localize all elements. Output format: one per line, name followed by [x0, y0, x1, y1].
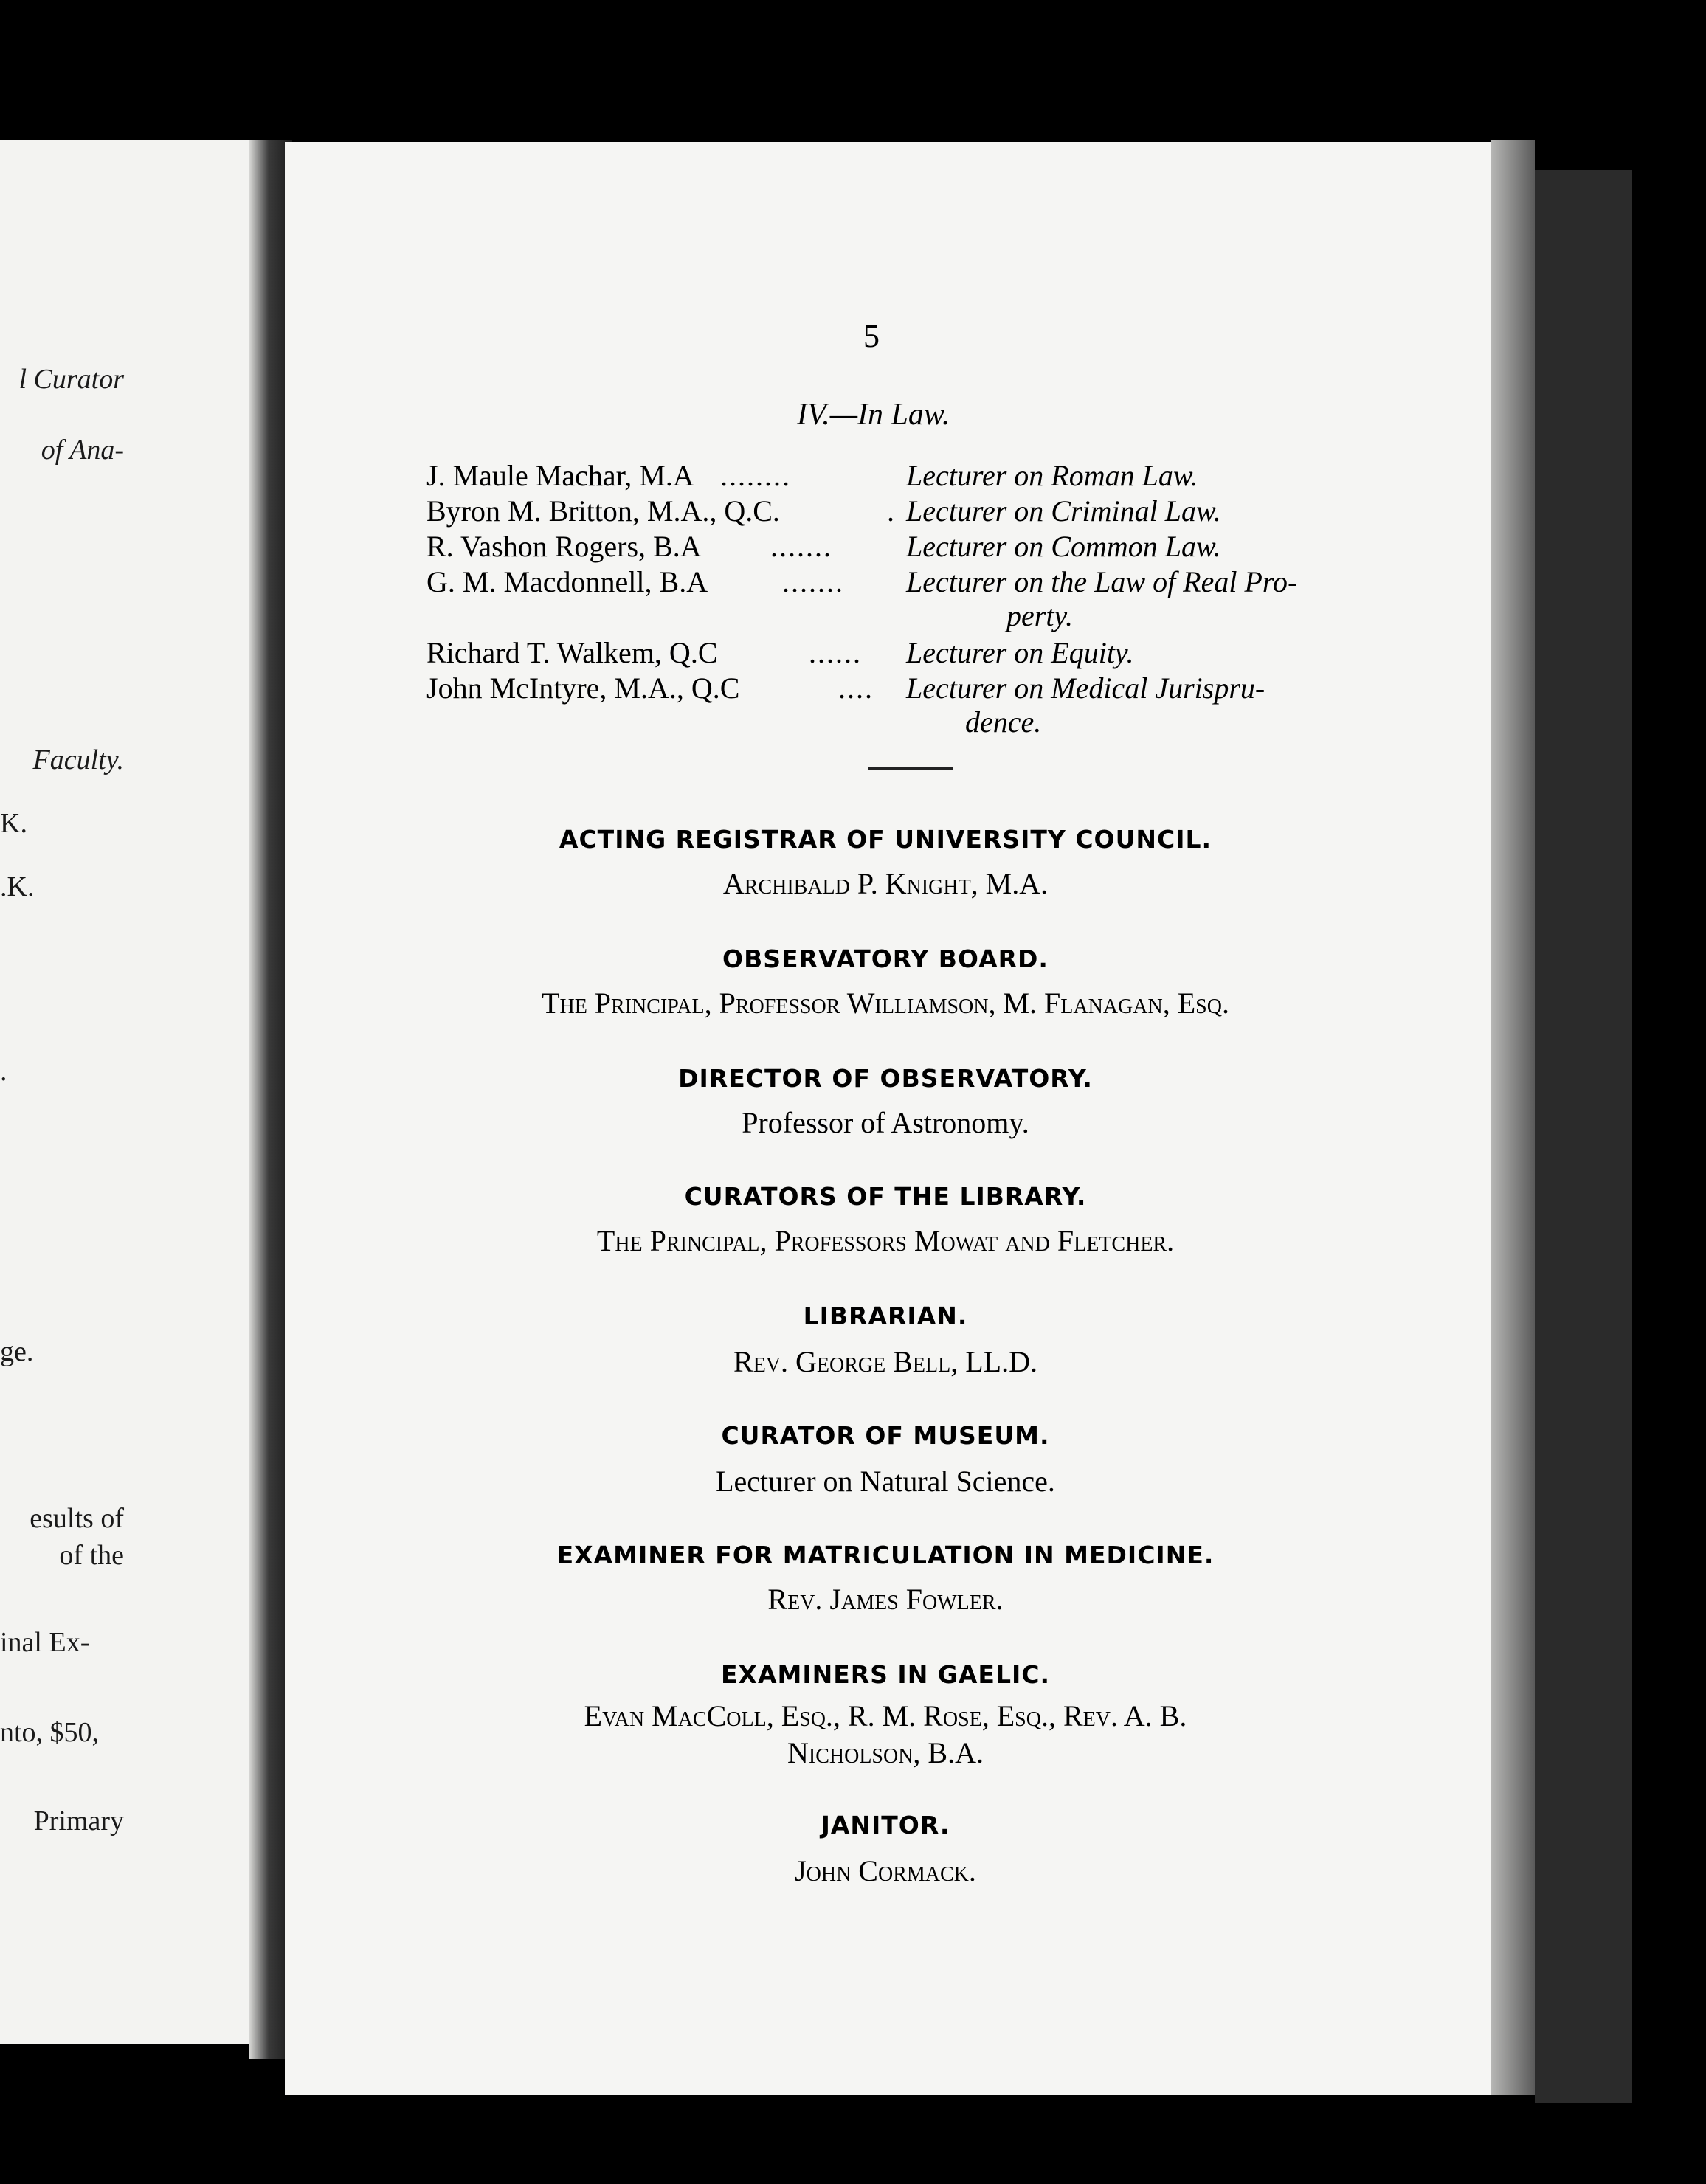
left-fragment: l Curator — [18, 364, 124, 395]
observatory-board-names: The Principal, Professor Williamson, M. Flanagan, Esq. — [542, 986, 1229, 1020]
lecturer-title: Lecturer on Roman Law. — [906, 459, 1198, 492]
lecturer-name: Richard T. Walkem, Q.C — [426, 636, 718, 669]
left-fragment: inal Ex- — [0, 1627, 90, 1658]
curators-of-library-heading: CURATORS OF THE LIBRARY. — [684, 1182, 1087, 1211]
left-fragment: Faculty. — [32, 744, 124, 775]
leader-dots: ....... — [782, 565, 844, 598]
observatory-board-heading: OBSERVATORY BOARD. — [722, 944, 1049, 973]
curators-of-library-names: The Principal, Professors Mowat and Fletcher. — [596, 1224, 1175, 1257]
leader-dots: ....... — [770, 530, 832, 563]
lecturer-row — [426, 459, 1386, 493]
leader-dots: ...... — [809, 636, 862, 669]
janitor-heading: JANITOR. — [821, 1811, 950, 1839]
lecturer-name: R. Vashon Rogers, B.A — [426, 530, 702, 563]
lecturer-title-continuation: perty. — [1006, 599, 1073, 632]
left-fragment: esults of — [30, 1503, 124, 1534]
left-fragment: nto, $50, — [0, 1717, 100, 1748]
lecturer-name: Byron M. Britton, M.A., Q.C. — [426, 494, 780, 528]
examiners-gaelic-names: Evan MacColl, Esq., R. M. Rose, Esq., Rev. A. B. — [584, 1699, 1187, 1732]
lecturer-row — [426, 636, 1386, 670]
section-heading: IV.—In Law. — [797, 398, 950, 432]
page-edge — [1491, 140, 1535, 2095]
janitor-name: John Cormack. — [795, 1854, 976, 1887]
lecturer-title-continuation: dence. — [965, 705, 1042, 739]
left-fragment: Primary — [33, 1805, 124, 1836]
examiner-matriculation-heading: EXAMINER FOR MATRICULATION IN MEDICINE. — [556, 1541, 1215, 1569]
left-fragment: of Ana- — [41, 435, 124, 466]
acting-registrar-heading: ACTING REGISTRAR OF UNIVERSITY COUNCIL. — [559, 825, 1212, 854]
leader-dots: . — [887, 494, 896, 528]
left-fragment: . — [0, 1056, 7, 1087]
lecturer-row — [426, 565, 1386, 599]
acting-registrar-names: Archibald P. Knight, M.A. — [722, 867, 1049, 900]
left-fragment: ge. — [0, 1336, 34, 1367]
lecturer-row — [426, 530, 1386, 564]
lecturer-row — [426, 494, 1386, 528]
lecturer-row — [426, 671, 1386, 705]
left-fragment: .K. — [0, 871, 35, 902]
examiners-gaelic-names-continued: Nicholson, B.A. — [787, 1736, 984, 1769]
lecturer-title: Lecturer on the Law of Real Pro- — [906, 565, 1298, 598]
lecturer-title: Lecturer on Equity. — [906, 636, 1134, 669]
lecturer-name: G. M. Macdonnell, B.A — [426, 565, 708, 598]
section-divider — [868, 767, 953, 770]
left-facing-page — [0, 140, 267, 2044]
lecturer-name: J. Maule Machar, M.A — [426, 459, 694, 492]
examiners-gaelic-heading: EXAMINERS IN GAELIC. — [720, 1660, 1051, 1689]
left-fragment: K. — [0, 808, 27, 839]
lecturer-name: John McIntyre, M.A., Q.C — [426, 671, 740, 705]
director-of-observatory-body: Professor of Astronomy. — [742, 1106, 1029, 1139]
lecturer-title: Lecturer on Criminal Law. — [906, 494, 1221, 528]
leader-dots: ........ — [720, 459, 791, 492]
director-of-observatory-heading: DIRECTOR OF OBSERVATORY. — [678, 1064, 1093, 1093]
leader-dots: .... — [838, 671, 874, 705]
curator-of-museum-heading: CURATOR OF MUSEUM. — [721, 1421, 1050, 1450]
book-cover-edge — [1535, 170, 1632, 2103]
examiner-matriculation-name: Rev. James Fowler. — [767, 1583, 1004, 1616]
curator-of-museum-body: Lecturer on Natural Science. — [716, 1465, 1055, 1498]
librarian-name: Rev. George Bell, LL.D. — [733, 1345, 1037, 1378]
left-fragment: of the — [59, 1540, 124, 1571]
lecturer-title: Lecturer on Common Law. — [906, 530, 1221, 563]
lecturer-title: Lecturer on Medical Jurispru- — [906, 671, 1265, 705]
librarian-heading: LIBRARIAN. — [803, 1302, 968, 1330]
page-number: 5 — [863, 318, 880, 354]
